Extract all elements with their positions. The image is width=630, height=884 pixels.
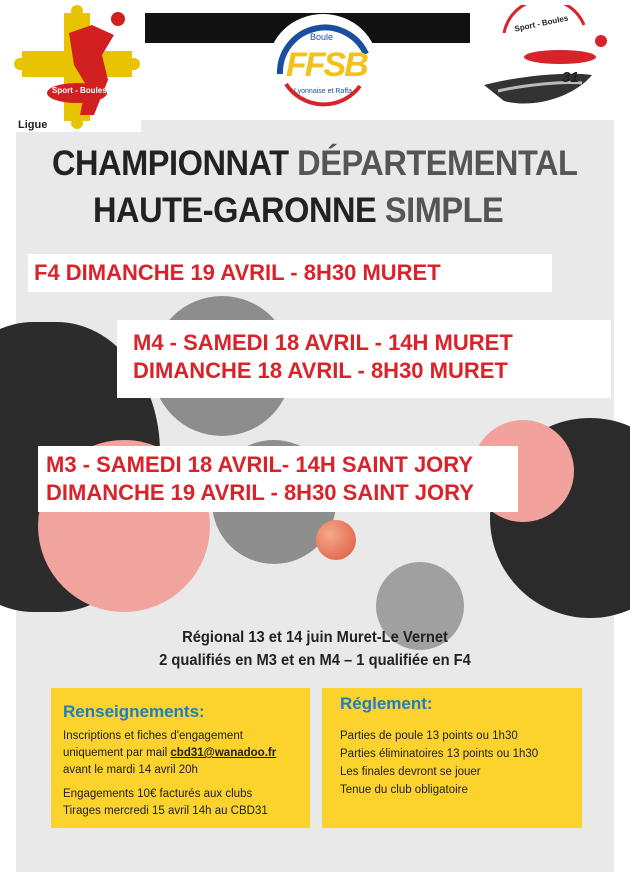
cochonnet xyxy=(316,520,356,560)
reglement-line-2: Parties éliminatoires 13 points ou 1h30 xyxy=(340,748,539,760)
right-logo-number: 31 xyxy=(562,69,579,86)
reglement-heading: Réglement: xyxy=(340,694,433,713)
event-m3-line-1: M3 - SAMEDI 18 AVRIL- 14H SAINT JORY xyxy=(46,452,474,477)
ffsb-main-text: FFSB xyxy=(286,46,367,84)
left-logo-label: Sport - Boules xyxy=(52,86,107,95)
event-m3-line-2: DIMANCHE 19 AVRIL - 8H30 SAINT JORY xyxy=(46,480,474,505)
reglement-box xyxy=(322,688,582,828)
ffsb-top-text: Boule xyxy=(310,32,334,42)
event-m4-line-2: DIMANCHE 18 AVRIL - 8H30 MURET xyxy=(133,358,508,383)
reglement-line-4: Tenue du club obligatoire xyxy=(340,784,468,796)
event-m4-line-1: M4 - SAMEDI 18 AVRIL - 14H MURET xyxy=(133,330,513,355)
title-line-1-bold: CHAMPIONNAT xyxy=(52,144,289,183)
renseignements-heading: Renseignements: xyxy=(63,702,205,721)
ligue-logo xyxy=(14,5,141,132)
email-link[interactable]: cbd31@wanadoo.fr xyxy=(170,747,277,759)
title-line-2 xyxy=(93,191,503,231)
cbd31-logo xyxy=(474,5,614,117)
ffsb-bottom-text: Lyonnaise et Raffa xyxy=(294,88,352,95)
renseignements-line-1: Inscriptions et fiches d'engagement xyxy=(63,730,243,742)
regional-line-1: Régional 13 et 14 juin Muret-Le Vernet xyxy=(182,629,448,646)
title-line-2-light: SIMPLE xyxy=(384,191,504,230)
regional-line-2: 2 qualifiés en M3 et en M4 – 1 qualifiée en F4 xyxy=(159,652,471,669)
ligue-label: Ligue xyxy=(18,119,48,131)
renseignements-line-2 xyxy=(63,747,276,759)
right-logo-arc-text: Sport - Boules xyxy=(513,13,570,34)
title-line-2-bold: HAUTE-GARONNE xyxy=(93,191,377,230)
event-f4: F4 DIMANCHE 19 AVRIL - 8H30 MURET xyxy=(28,254,552,292)
ffsb-logo xyxy=(268,14,378,118)
event-m4 xyxy=(117,320,611,398)
reglement-line-3: Les finales devront se jouer xyxy=(340,766,481,778)
title-line-1 xyxy=(52,144,577,184)
reglement-line-1: Parties de poule 13 points ou 1h30 xyxy=(340,730,518,742)
renseignements-line-5: Tirages mercredi 15 avril 14h au CBD31 xyxy=(63,805,268,817)
renseignements-line-2-prefix: uniquement par mail xyxy=(63,747,171,759)
renseignements-line-3: avant le mardi 14 avril 20h xyxy=(63,764,198,776)
renseignements-line-4: Engagements 10€ facturés aux clubs xyxy=(63,788,253,800)
occitan-cross-icon xyxy=(14,5,141,132)
renseignements-box xyxy=(51,688,310,828)
title-line-1-light: DÉPARTEMENTAL xyxy=(297,144,578,183)
event-m3 xyxy=(38,446,518,512)
